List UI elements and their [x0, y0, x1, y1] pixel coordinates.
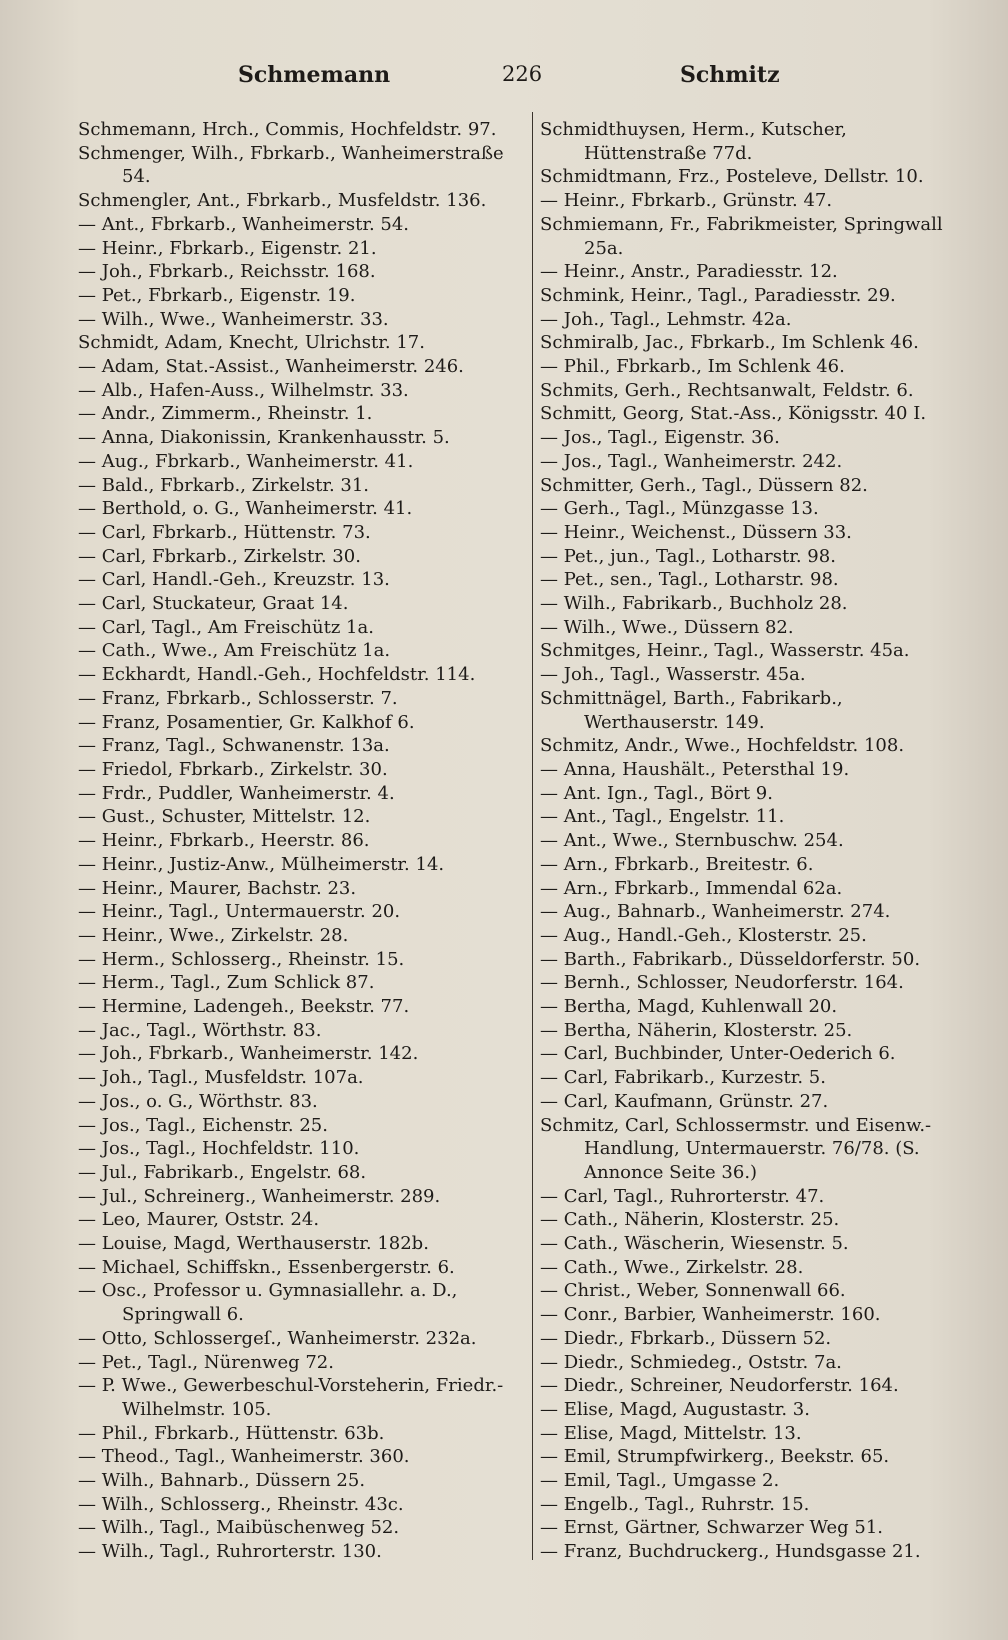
column-divider	[532, 112, 533, 1560]
directory-entry: — Wilh., Tagl., Ruhrorterstr. 130.	[78, 1541, 382, 1563]
directory-entry: — Adam, Stat.-Assist., Wanheimerstr. 246.	[78, 356, 464, 378]
directory-entry: Schmenger, Wilh., Fbrkarb., Wanheimerstraße 54.	[78, 142, 504, 188]
directory-entry: — Franz, Tagl., Schwanenstr. 13a.	[78, 735, 390, 757]
directory-entry: — Anna, Haushält., Petersthal 19.	[540, 758, 850, 780]
directory-entry: — Wilh., Wwe., Wanheimerstr. 33.	[78, 308, 389, 330]
directory-entry: — Leo, Maurer, Oststr. 24.	[78, 1209, 320, 1231]
directory-entry: — Friedol, Fbrkarb., Zirkelstr. 30.	[78, 758, 388, 780]
directory-entry: — Bald., Fbrkarb., Zirkelstr. 31.	[78, 474, 370, 496]
directory-entry: — Aug., Handl.-Geh., Klosterstr. 25.	[540, 924, 867, 946]
directory-entry: — Heinr., Justiz-Anw., Mülheimerstr. 14.	[78, 853, 445, 875]
directory-entry: — Aug., Fbrkarb., Wanheimerstr. 41.	[78, 450, 414, 472]
directory-entry: — Pet., jun., Tagl., Lotharstr. 98.	[540, 545, 836, 567]
directory-entry: — Joh., Tagl., Lehmstr. 42a.	[540, 308, 792, 330]
directory-entry: — Franz, Buchdruckerg., Hundsgasse 21.	[540, 1541, 921, 1563]
directory-entry: — Jos., Tagl., Hochfeldstr. 110.	[78, 1138, 360, 1160]
directory-entry: — Diedr., Schreiner, Neudorferstr. 164.	[540, 1375, 899, 1397]
right-column	[540, 118, 970, 1564]
directory-entry: — Cath., Näherin, Klosterstr. 25.	[540, 1209, 840, 1231]
directory-entry: — Ant., Fbrkarb., Wanheimerstr. 54.	[78, 213, 410, 235]
directory-entry: Schmemann, Hrch., Commis, Hochfeldstr. 97.	[78, 119, 497, 140]
directory-entry: Schmitz, Andr., Wwe., Hochfeldstr. 108.	[540, 735, 905, 757]
directory-entry: — Andr., Zimmerm., Rheinstr. 1.	[78, 403, 373, 425]
left-column	[78, 118, 524, 1564]
directory-entry: — Wilh., Schlosserg., Rheinstr. 43c.	[78, 1493, 404, 1515]
directory-entry: — Bertha, Magd, Kuhlenwall 20.	[540, 996, 838, 1018]
directory-entry: — Pet., Tagl., Nürenweg 72.	[78, 1351, 334, 1373]
directory-entry: Schmiralb, Jac., Fbrkarb., Im Schlenk 46.	[540, 332, 919, 354]
directory-entry: — Carl, Tagl., Am Freischütz 1a.	[78, 616, 374, 638]
directory-entry: — Conr., Barbier, Wanheimerstr. 160.	[540, 1304, 881, 1326]
directory-entry: — Jos., Tagl., Wanheimerstr. 242.	[540, 450, 843, 472]
directory-entry: — Franz, Posamentier, Gr. Kalkhof 6.	[78, 711, 415, 733]
directory-entry: — P. Wwe., Gewerbeschul-Vorsteherin, Friedr.-Wilhelmstr. 105.	[78, 1375, 504, 1420]
directory-entry: — Joh., Tagl., Wasserstr. 45a.	[540, 664, 806, 686]
directory-entry: Schmidt, Adam, Knecht, Ulrichstr. 17.	[78, 332, 425, 354]
directory-entry: — Carl, Handl.-Geh., Kreuzstr. 13.	[78, 569, 390, 591]
directory-entry: — Ant., Tagl., Engelstr. 11.	[540, 806, 785, 828]
directory-entry: — Jos., Tagl., Eigenstr. 36.	[540, 427, 780, 449]
directory-entry: — Diedr., Schmiedeg., Oststr. 7a.	[540, 1351, 842, 1373]
directory-entry: — Jos., Tagl., Eichenstr. 25.	[78, 1114, 328, 1136]
directory-entry: — Heinr., Fbrkarb., Eigenstr. 21.	[78, 237, 377, 259]
directory-entry: — Phil., Fbrkarb., Im Schlenk 46.	[540, 356, 845, 378]
directory-entry: — Ant., Wwe., Sternbuschw. 254.	[540, 830, 844, 852]
header-left-keyword: Schmemann	[238, 62, 391, 88]
directory-entry: — Christ., Weber, Sonnenwall 66.	[540, 1280, 846, 1302]
directory-entry: — Gerh., Tagl., Münzgasse 13.	[540, 498, 819, 520]
directory-entry: Schmitges, Heinr., Tagl., Wasserstr. 45a.	[540, 640, 910, 662]
directory-entry: — Joh., Tagl., Musfeldstr. 107a.	[78, 1067, 364, 1089]
directory-entry: — Ant. Ign., Tagl., Bört 9.	[540, 782, 773, 804]
directory-entry: — Louise, Magd, Werthauserstr. 182b.	[78, 1233, 429, 1255]
directory-entry: — Pet., sen., Tagl., Lotharstr. 98.	[540, 569, 839, 591]
directory-entry: — Heinr., Weichenst., Düssern 33.	[540, 521, 852, 543]
directory-entry: Schmiemann, Fr., Fabrikmeister, Springwall 25a.	[540, 213, 943, 259]
directory-entry: — Cath., Wwe., Zirkelstr. 28.	[540, 1256, 804, 1278]
directory-entry: — Anna, Diakonissin, Krankenhausstr. 5.	[78, 427, 450, 449]
directory-entry: — Heinr., Anstr., Paradiesstr. 12.	[540, 261, 838, 283]
directory-entry: Schmitz, Carl, Schlossermstr. und Eisenw.-Handlung, Untermauerstr. 76/78. (S. Annonce Seite 36.)	[540, 1114, 932, 1183]
directory-entry: — Michael, Schiffskn., Essenbergerstr. 6.	[78, 1256, 455, 1278]
directory-entry: Schmitter, Gerh., Tagl., Düssern 82.	[540, 474, 868, 496]
directory-entry: — Eckhardt, Handl.-Geh., Hochfeldstr. 114.	[78, 664, 476, 686]
directory-entry: — Carl, Buchbinder, Unter-Oederich 6.	[540, 1043, 896, 1065]
directory-entry: — Wilh., Tagl., Maibüschenweg 52.	[78, 1517, 400, 1539]
directory-entry: — Carl, Fabrikarb., Kurzestr. 5.	[540, 1067, 826, 1089]
directory-entry: — Jos., o. G., Wörthstr. 83.	[78, 1090, 318, 1112]
directory-entry: — Otto, Schlossergeſ., Wanheimerstr. 232a.	[78, 1327, 477, 1349]
directory-entry: — Frdr., Puddler, Wanheimerstr. 4.	[78, 782, 395, 804]
directory-entry: Schmink, Heinr., Tagl., Paradiesstr. 29.	[540, 284, 896, 306]
directory-entry: Schmidthuysen, Herm., Kutscher, Hüttenstraße 77d.	[540, 119, 847, 164]
directory-entry: — Carl, Fbrkarb., Hüttenstr. 73.	[78, 521, 371, 543]
directory-entry: — Heinr., Fbrkarb., Grünstr. 47.	[540, 190, 833, 212]
directory-entry: Schmengler, Ant., Fbrkarb., Musfeldstr. 136.	[78, 190, 487, 212]
directory-entry: — Pet., Fbrkarb., Eigenstr. 19.	[78, 284, 356, 306]
directory-entry: — Theod., Tagl., Wanheimerstr. 360.	[78, 1446, 410, 1468]
directory-entry: — Bertha, Näherin, Klosterstr. 25.	[540, 1019, 853, 1041]
directory-entry: — Herm., Tagl., Zum Schlick 87.	[78, 972, 375, 994]
directory-entry: — Bernh., Schlosser, Neudorferstr. 164.	[540, 972, 904, 994]
directory-entry: — Carl, Tagl., Ruhrorterstr. 47.	[540, 1185, 825, 1207]
directory-entry: — Emil, Strumpfwirkerg., Beekstr. 65.	[540, 1446, 890, 1468]
header-right-keyword: Schmitz	[680, 62, 780, 88]
directory-entry: — Emil, Tagl., Umgasse 2.	[540, 1470, 780, 1492]
directory-entry: — Phil., Fbrkarb., Hüttenstr. 63b.	[78, 1422, 385, 1444]
directory-entry: — Hermine, Ladengeh., Beekstr. 77.	[78, 996, 410, 1018]
directory-entry: — Engelb., Tagl., Ruhrstr. 15.	[540, 1493, 810, 1515]
directory-entry: — Elise, Magd, Mittelstr. 13.	[540, 1422, 802, 1444]
directory-entry: — Herm., Schlosserg., Rheinstr. 15.	[78, 948, 405, 970]
directory-entry: — Heinr., Maurer, Bachstr. 23.	[78, 877, 357, 899]
directory-entry: — Joh., Fbrkarb., Wanheimerstr. 142.	[78, 1043, 419, 1065]
directory-entry: — Carl, Stuckateur, Graat 14.	[78, 593, 349, 615]
directory-entry: — Heinr., Wwe., Zirkelstr. 28.	[78, 924, 349, 946]
directory-entry: — Arn., Fbrkarb., Breitestr. 6.	[540, 853, 814, 875]
directory-entry: Schmidtmann, Frz., Posteleve, Dellstr. 10.	[540, 166, 924, 188]
directory-entry: — Barth., Fabrikarb., Düsseldorferstr. 50.	[540, 948, 921, 970]
directory-entry: — Ernst, Gärtner, Schwarzer Weg 51.	[540, 1517, 884, 1539]
directory-entry: — Diedr., Fbrkarb., Düssern 52.	[540, 1327, 832, 1349]
directory-entry: — Elise, Magd, Augustastr. 3.	[540, 1398, 810, 1420]
directory-entry: — Wilh., Wwe., Düssern 82.	[540, 616, 794, 638]
directory-entry: — Wilh., Bahnarb., Düssern 25.	[78, 1470, 366, 1492]
directory-entry: — Cath., Wäscherin, Wiesenstr. 5.	[540, 1233, 849, 1255]
directory-entry: — Franz, Fbrkarb., Schlosserstr. 7.	[78, 687, 398, 709]
directory-entry: — Alb., Hafen-Auss., Wilhelmstr. 33.	[78, 379, 409, 401]
directory-entry: Schmits, Gerh., Rechtsanwalt, Feldstr. 6.	[540, 379, 914, 401]
directory-entry: — Wilh., Fabrikarb., Buchholz 28.	[540, 593, 848, 615]
directory-entry: — Berthold, o. G., Wanheimerstr. 41.	[78, 498, 413, 520]
directory-entry: — Heinr., Tagl., Untermauerstr. 20.	[78, 901, 401, 923]
directory-entry: — Heinr., Fbrkarb., Heerstr. 86.	[78, 830, 370, 852]
directory-entry: — Carl, Fbrkarb., Zirkelstr. 30.	[78, 545, 361, 567]
directory-entry: — Aug., Bahnarb., Wanheimerstr. 274.	[540, 901, 891, 923]
page-number: 226	[502, 62, 543, 86]
page-header	[0, 62, 1008, 102]
directory-entry: — Joh., Fbrkarb., Reichsstr. 168.	[78, 261, 376, 283]
directory-entry: — Cath., Wwe., Am Freischütz 1a.	[78, 640, 391, 662]
directory-entry: — Jul., Fabrikarb., Engelstr. 68.	[78, 1161, 367, 1183]
directory-entry: — Carl, Kaufmann, Grünstr. 27.	[540, 1090, 829, 1112]
directory-entry: — Arn., Fbrkarb., Immendal 62a.	[540, 877, 843, 899]
directory-entry: — Osc., Professor u. Gymnasiallehr. a. D., Springwall 6.	[78, 1280, 458, 1326]
directory-entry: Schmittnägel, Barth., Fabrikarb., Werthauserstr. 149.	[540, 687, 843, 733]
directory-entry: — Gust., Schuster, Mittelstr. 12.	[78, 806, 371, 828]
directory-entry: Schmitt, Georg, Stat.-Ass., Königsstr. 40 I.	[540, 403, 927, 425]
directory-entry: — Jul., Schreinerg., Wanheimerstr. 289.	[78, 1185, 441, 1207]
directory-entry: — Jac., Tagl., Wörthstr. 83.	[78, 1019, 322, 1041]
